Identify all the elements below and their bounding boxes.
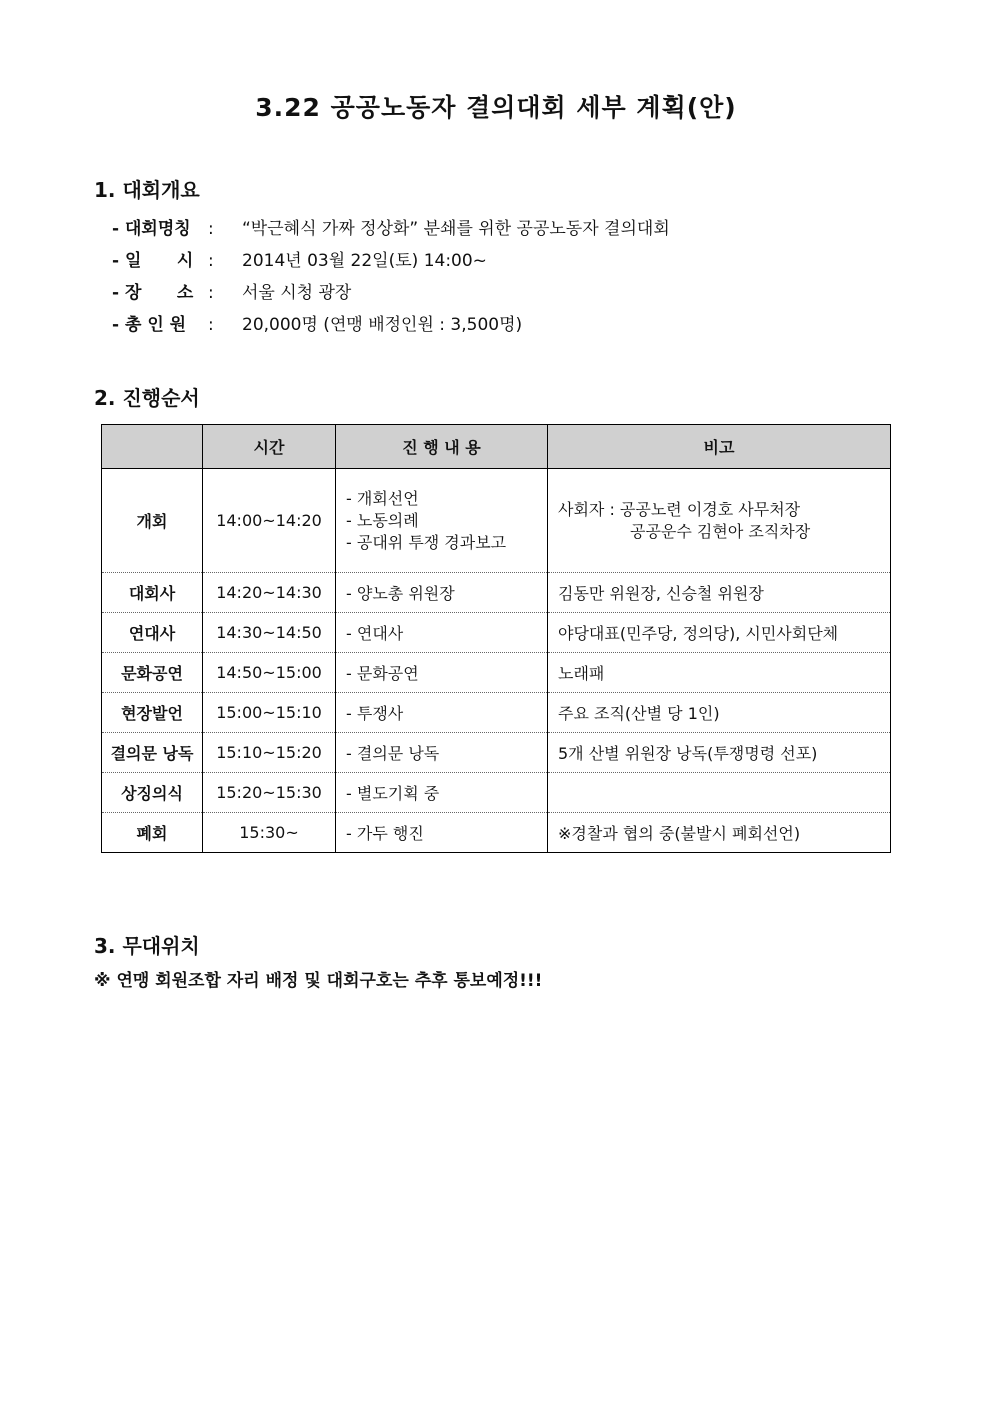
table-row: [102, 573, 891, 613]
section-heading-overview: 1. 대회개요: [94, 178, 200, 202]
content-line: - 공대위 투쟁 경과보고: [346, 532, 507, 552]
table-row: [102, 773, 891, 813]
overview-label: - 총 인 원: [112, 315, 187, 335]
overview-colon: :: [208, 219, 214, 239]
row-content: [336, 469, 548, 573]
row-note: 야당대표(민주당, 정의당), 시민사회단체: [548, 613, 891, 653]
overview-label: - 장 소: [112, 283, 194, 303]
row-content: - 별도기획 중: [336, 773, 548, 813]
row-content: - 결의문 낭독: [336, 733, 548, 773]
table-row: [102, 693, 891, 733]
note-line: 사회자 : 공공노련 이경호 사무처장: [558, 499, 801, 519]
overview-colon: :: [208, 251, 214, 271]
header-note: 비고: [548, 425, 891, 469]
row-note: 노래패: [548, 653, 891, 693]
row-time: 15:00~15:10: [203, 693, 336, 733]
row-label: 현장발언: [102, 693, 203, 733]
row-content: - 연대사: [336, 613, 548, 653]
overview-value: “박근혜식 가짜 정상화” 분쇄를 위한 공공노동자 결의대회: [242, 219, 670, 239]
row-time: 15:20~15:30: [203, 773, 336, 813]
row-time: 15:10~15:20: [203, 733, 336, 773]
row-content: - 가두 행진: [336, 813, 548, 853]
table-row: [102, 813, 891, 853]
schedule-header-row: [102, 425, 891, 469]
header-time: 시간: [203, 425, 336, 469]
overview-colon: :: [208, 315, 214, 335]
overview-label: - 대회명칭: [112, 219, 191, 239]
stage-notice: ※ 연맹 회원조합 자리 배정 및 대회구호는 추후 통보예정!!!: [94, 971, 543, 991]
overview-value: 2014년 03월 22일(토) 14:00~: [242, 251, 487, 271]
header-blank: [102, 425, 203, 469]
row-note: 5개 산별 위원장 낭독(투쟁명령 선포): [548, 733, 891, 773]
row-label: 개회: [102, 469, 203, 573]
section-heading-schedule: 2. 진행순서: [94, 386, 200, 410]
row-time: 15:30~: [203, 813, 336, 853]
row-content: - 투쟁사: [336, 693, 548, 733]
row-note: [548, 469, 891, 573]
schedule-table: [101, 424, 891, 853]
row-label: 결의문 낭독: [102, 733, 203, 773]
table-row: [102, 613, 891, 653]
table-row: [102, 733, 891, 773]
overview-value: 20,000명 (연맹 배정인원 : 3,500명): [242, 315, 523, 335]
document-title: 3.22 공공노동자 결의대회 세부 계획(안): [255, 93, 737, 122]
table-row: [102, 653, 891, 693]
row-time: 14:00~14:20: [203, 469, 336, 573]
section-heading-stage: 3. 무대위치: [94, 934, 200, 958]
row-time: 14:50~15:00: [203, 653, 336, 693]
content-line: - 개회선언: [346, 488, 419, 508]
row-time: 14:30~14:50: [203, 613, 336, 653]
row-label: 문화공연: [102, 653, 203, 693]
row-note: 김동만 위원장, 신승철 위원장: [548, 573, 891, 613]
content-line: - 노동의례: [346, 510, 419, 530]
row-note: ※경찰과 협의 중(불발시 폐회선언): [548, 813, 891, 853]
row-content: - 양노총 위원장: [336, 573, 548, 613]
overview-value: 서울 시청 광장: [242, 283, 352, 303]
row-label: 연대사: [102, 613, 203, 653]
row-label: 대회사: [102, 573, 203, 613]
row-time: 14:20~14:30: [203, 573, 336, 613]
header-content: 진 행 내 용: [336, 425, 548, 469]
row-label: 폐회: [102, 813, 203, 853]
overview-label: - 일 시: [112, 251, 194, 271]
row-content: - 문화공연: [336, 653, 548, 693]
note-line: 공공운수 김현아 조직차장: [630, 521, 811, 541]
overview-colon: :: [208, 283, 214, 303]
row-note: [548, 773, 891, 813]
row-label: 상징의식: [102, 773, 203, 813]
table-row: [102, 469, 891, 573]
row-note: 주요 조직(산별 당 1인): [548, 693, 891, 733]
